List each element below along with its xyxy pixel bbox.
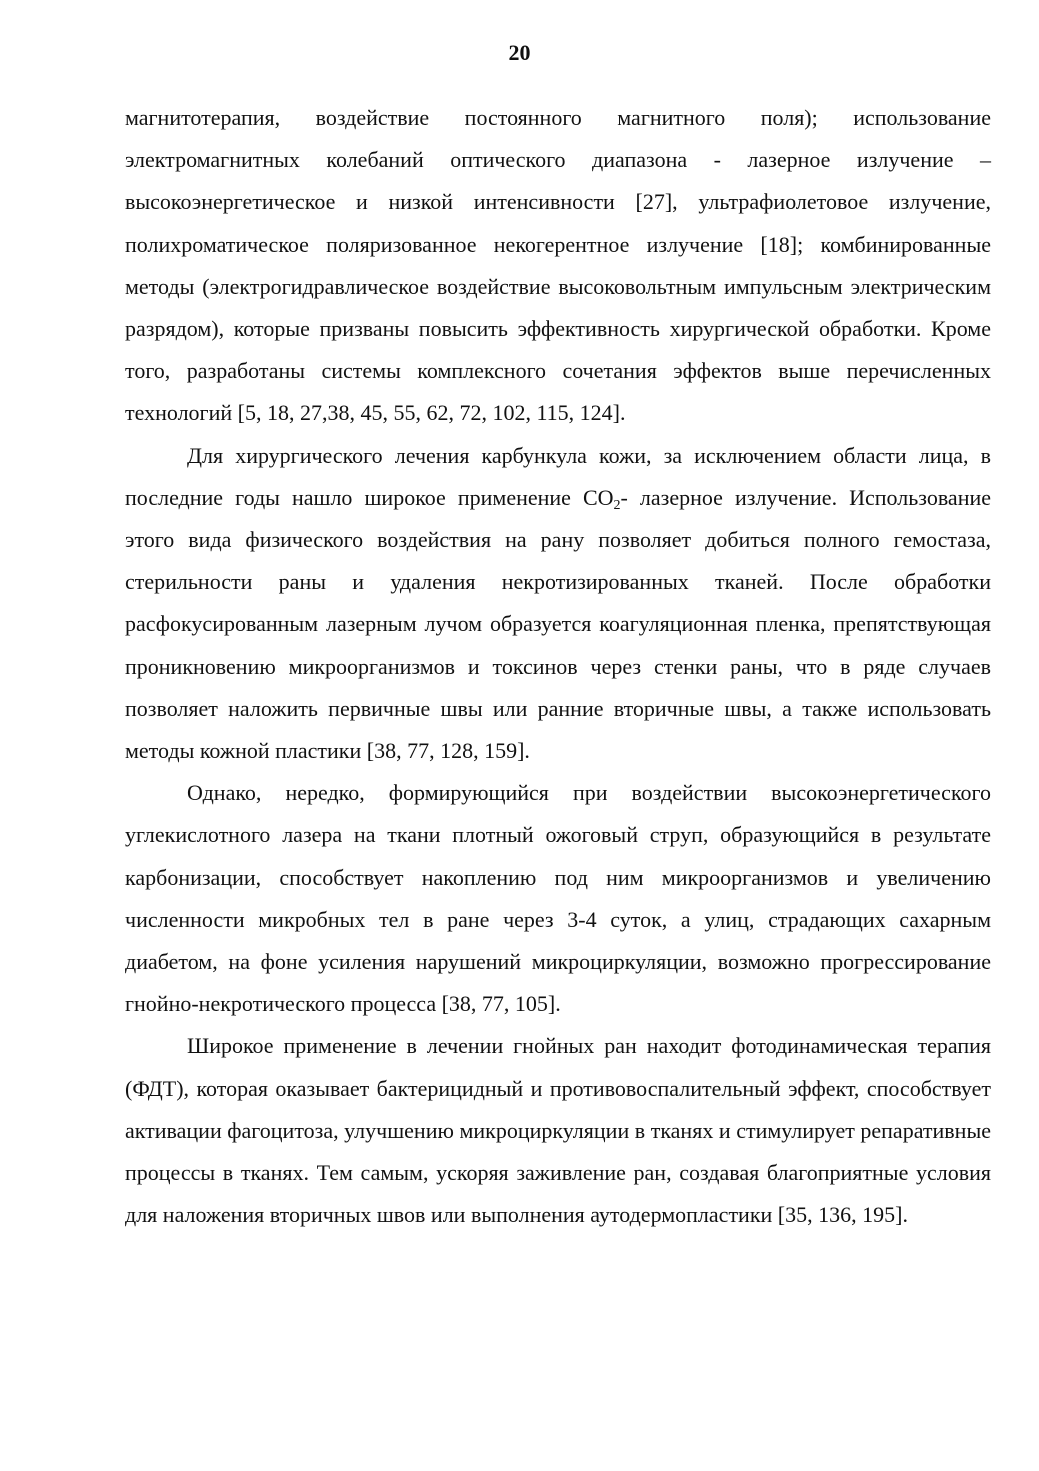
paragraph-4: Широкое применение в лечении гнойных ран находит фотодинамическая терапия (ФДТ), которая оказывает бактерицидный и противовоспалительный эффект, способствует активации фагоцитоза, улучшению микроциркуляции в тканях и стимулирует репаративные процессы в тканях. Тем самым, ускоряя заживление ран, создавая благоприятные условия для наложения вторичных швов или выполнения аутодермопластики [35, 136, 195]. — [125, 1033, 991, 1228]
paragraph-3: Однако, нередко, формирующийся при воздействии высокоэнергетического углекислотного лазера на ткани плотный ожоговый струп, образующийся в результате карбонизации, способствует накоплению под ним микроорганизмов и увеличению численности микробных тел в ране через 3-4 суток, а улиц, страдающих сахарным диабетом, на фоне усиления нарушений микроциркуляции, возможно прогрессирование гнойно-некротического процесса [38, 77, 105]. — [125, 780, 991, 1017]
paragraph-2-text-after: - лазерное излучение. Использование этого вида физического воздействия на рану позволяет добиться полного гемостаза, стерильности раны и удаления некротизированных тканей. После обработки расфокусированным лазерным лучом образуется коагуляционная пленка, препятствующая проникновению микроорганизмов и токсинов через стенки раны, что в ряде случаев позволяет наложить первичные швы или ранние вторичные швы, а также использовать методы кожной пластики [38, 77, 128, 159]. — [125, 484, 992, 764]
paragraph-2 — [125, 435, 991, 773]
paragraph-1: магнитотерапия, воздействие постоянного магнитного поля); использование электромагнитных колебаний оптического диапазона - лазерное излучение – высокоэнергетическое и низкой интенсивности [27], ультрафиолетовое излучение, полихроматическое поляризованное некогерентное излучение [18]; комбинированные методы (электрогидравлическое воздействие высоковольтным импульсным электрическим разрядом), которые призваны повысить эффективность хирургической обработки. Кроме того, разработаны системы комплексного сочетания эффектов выше перечисленных технологий [5, 18, 27,38, 45, 55, 62, 72, 102, 115, 124]. — [125, 105, 991, 426]
body-text — [125, 97, 991, 1236]
co2-subscript: 2 — [613, 497, 621, 513]
page-number: 20 — [508, 40, 531, 65]
paragraph-2-text-before: Для хирургического лечения карбункула кожи, за исключением области лица, в последние годы нашло широкое применение CO — [125, 442, 991, 510]
